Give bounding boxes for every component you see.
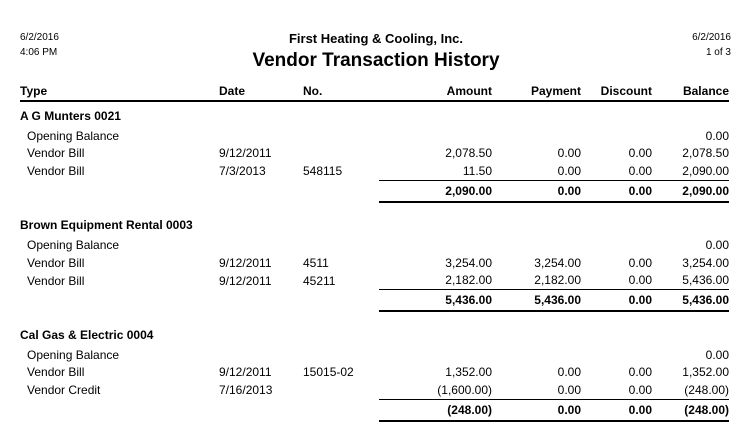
col-header-discount: Discount <box>581 82 652 101</box>
table-row <box>20 364 729 382</box>
table-row <box>20 145 729 163</box>
total-balance: (248.00) <box>652 399 729 421</box>
cell-payment: 0.00 <box>557 382 581 397</box>
group-spacer <box>20 311 729 321</box>
cell-no <box>303 127 379 145</box>
cell-amount <box>379 127 492 145</box>
table-body <box>20 101 729 421</box>
print-date-right: 6/2/2016 <box>692 32 731 43</box>
col-header-date: Date <box>219 82 303 101</box>
cell-payment: 0.00 <box>557 365 581 380</box>
cell-balance: 5,436.00 <box>682 273 729 288</box>
cell-discount <box>581 346 652 364</box>
column-header-row <box>20 82 729 101</box>
cell-payment: 2,182.00 <box>534 273 581 288</box>
cell-date <box>219 346 303 364</box>
table-row <box>20 162 729 180</box>
cell-discount <box>581 127 652 145</box>
cell-amount: 2,182.00 <box>445 273 492 288</box>
vendor-name: Cal Gas & Electric 0004 <box>20 327 154 342</box>
vendor-name: A G Munters 0021 <box>20 108 121 123</box>
print-date: 6/2/2016 <box>20 32 59 43</box>
cell-date: 7/16/2013 <box>219 383 273 397</box>
total-spacer <box>303 399 379 421</box>
cell-balance: 1,352.00 <box>682 365 729 380</box>
total-payment: 0.00 <box>492 180 581 202</box>
cell-discount: 0.00 <box>628 255 652 270</box>
cell-amount: 11.50 <box>462 163 492 178</box>
table-row <box>20 381 729 399</box>
vendor-group-header <box>20 212 729 237</box>
cell-discount <box>581 237 652 255</box>
cell-payment: 0.00 <box>557 146 581 161</box>
total-spacer <box>219 180 303 202</box>
report-header-right <box>692 30 731 60</box>
cell-date: 9/12/2011 <box>219 146 272 161</box>
cell-date: 9/12/2011 <box>219 365 272 380</box>
page-indicator: 1 of 3 <box>705 47 731 58</box>
cell-date <box>219 127 303 145</box>
cell-balance: (248.00) <box>684 382 729 397</box>
vendor-group-header <box>20 101 729 127</box>
cell-type: Vendor Bill <box>27 255 85 270</box>
cell-payment: 3,254.00 <box>534 255 581 270</box>
cell-date: 7/3/2013 <box>219 164 266 178</box>
table-row <box>20 254 729 272</box>
total-spacer <box>303 180 379 202</box>
cell-amount <box>379 346 492 364</box>
company-name: First Heating & Cooling, Inc. <box>288 31 464 46</box>
table-row <box>20 272 729 290</box>
col-header-payment: Payment <box>492 82 581 101</box>
cell-date <box>219 237 303 255</box>
cell-type: Vendor Credit <box>27 383 101 397</box>
vendor-total-row <box>20 290 729 312</box>
cell-discount: 0.00 <box>628 163 652 178</box>
total-spacer <box>20 180 219 202</box>
group-spacer <box>20 202 729 212</box>
total-discount: 0.00 <box>581 180 652 202</box>
col-header-balance: Balance <box>652 82 729 101</box>
col-header-amount: Amount <box>379 82 492 101</box>
cell-type: Opening Balance <box>27 347 120 362</box>
cell-amount <box>379 237 492 255</box>
cell-amount: (1,600.00) <box>437 382 492 397</box>
total-amount: 5,436.00 <box>379 290 492 312</box>
cell-type: Vendor Bill <box>27 273 85 288</box>
spacer-cell <box>20 311 729 321</box>
cell-no <box>303 346 379 364</box>
total-discount: 0.00 <box>581 290 652 312</box>
spacer-cell <box>20 202 729 212</box>
cell-payment <box>492 237 581 255</box>
cell-discount: 0.00 <box>628 365 652 380</box>
total-spacer <box>303 290 379 312</box>
cell-balance: 2,078.50 <box>682 146 729 161</box>
total-payment: 0.00 <box>492 399 581 421</box>
vendor-total-row <box>20 399 729 421</box>
total-balance: 2,090.00 <box>652 180 729 202</box>
cell-date: 9/12/2011 <box>219 255 272 270</box>
cell-discount: 0.00 <box>628 146 652 161</box>
cell-date: 9/12/2011 <box>219 273 272 288</box>
cell-no: 548115 <box>303 164 343 178</box>
cell-payment <box>492 346 581 364</box>
cell-discount: 0.00 <box>628 273 652 288</box>
cell-payment <box>492 127 581 145</box>
cell-balance: 0.00 <box>705 238 729 253</box>
cell-no <box>303 381 379 399</box>
vendor-group-header <box>20 321 729 346</box>
total-spacer <box>219 290 303 312</box>
cell-type: Opening Balance <box>27 128 120 143</box>
vendor-total-row <box>20 180 729 202</box>
cell-no: 15015-02 <box>303 365 354 380</box>
cell-balance: 3,254.00 <box>682 255 729 270</box>
total-spacer <box>20 290 219 312</box>
cell-type: Opening Balance <box>27 238 120 253</box>
total-amount: (248.00) <box>379 399 492 421</box>
total-amount: 2,090.00 <box>379 180 492 202</box>
cell-no <box>303 237 379 255</box>
cell-type: Vendor Bill <box>27 146 85 161</box>
cell-balance: 0.00 <box>705 128 729 143</box>
table-row <box>20 346 729 364</box>
cell-no: 45211 <box>303 273 336 288</box>
total-spacer <box>219 399 303 421</box>
col-header-type: Type <box>20 82 219 101</box>
transaction-table <box>20 82 729 422</box>
cell-type: Vendor Bill <box>27 365 85 380</box>
cell-balance: 0.00 <box>705 347 729 362</box>
print-time: 4:06 PM <box>20 47 58 58</box>
table-row <box>20 127 729 145</box>
table-row <box>20 237 729 255</box>
total-payment: 5,436.00 <box>492 290 581 312</box>
cell-amount: 1,352.00 <box>445 365 492 380</box>
total-balance: 5,436.00 <box>652 290 729 312</box>
cell-discount: 0.00 <box>628 382 652 397</box>
cell-balance: 2,090.00 <box>682 163 729 178</box>
total-discount: 0.00 <box>581 399 652 421</box>
cell-no: 4511 <box>303 255 329 270</box>
cell-type: Vendor Bill <box>27 164 85 178</box>
cell-amount: 2,078.50 <box>445 146 492 161</box>
col-header-no: No. <box>303 82 379 101</box>
cell-payment: 0.00 <box>557 163 581 178</box>
report-title: Vendor Transaction History <box>252 50 500 71</box>
cell-no <box>303 145 379 163</box>
total-spacer <box>20 399 219 421</box>
vendor-name: Brown Equipment Rental 0003 <box>20 218 193 232</box>
cell-amount: 3,254.00 <box>445 255 492 270</box>
